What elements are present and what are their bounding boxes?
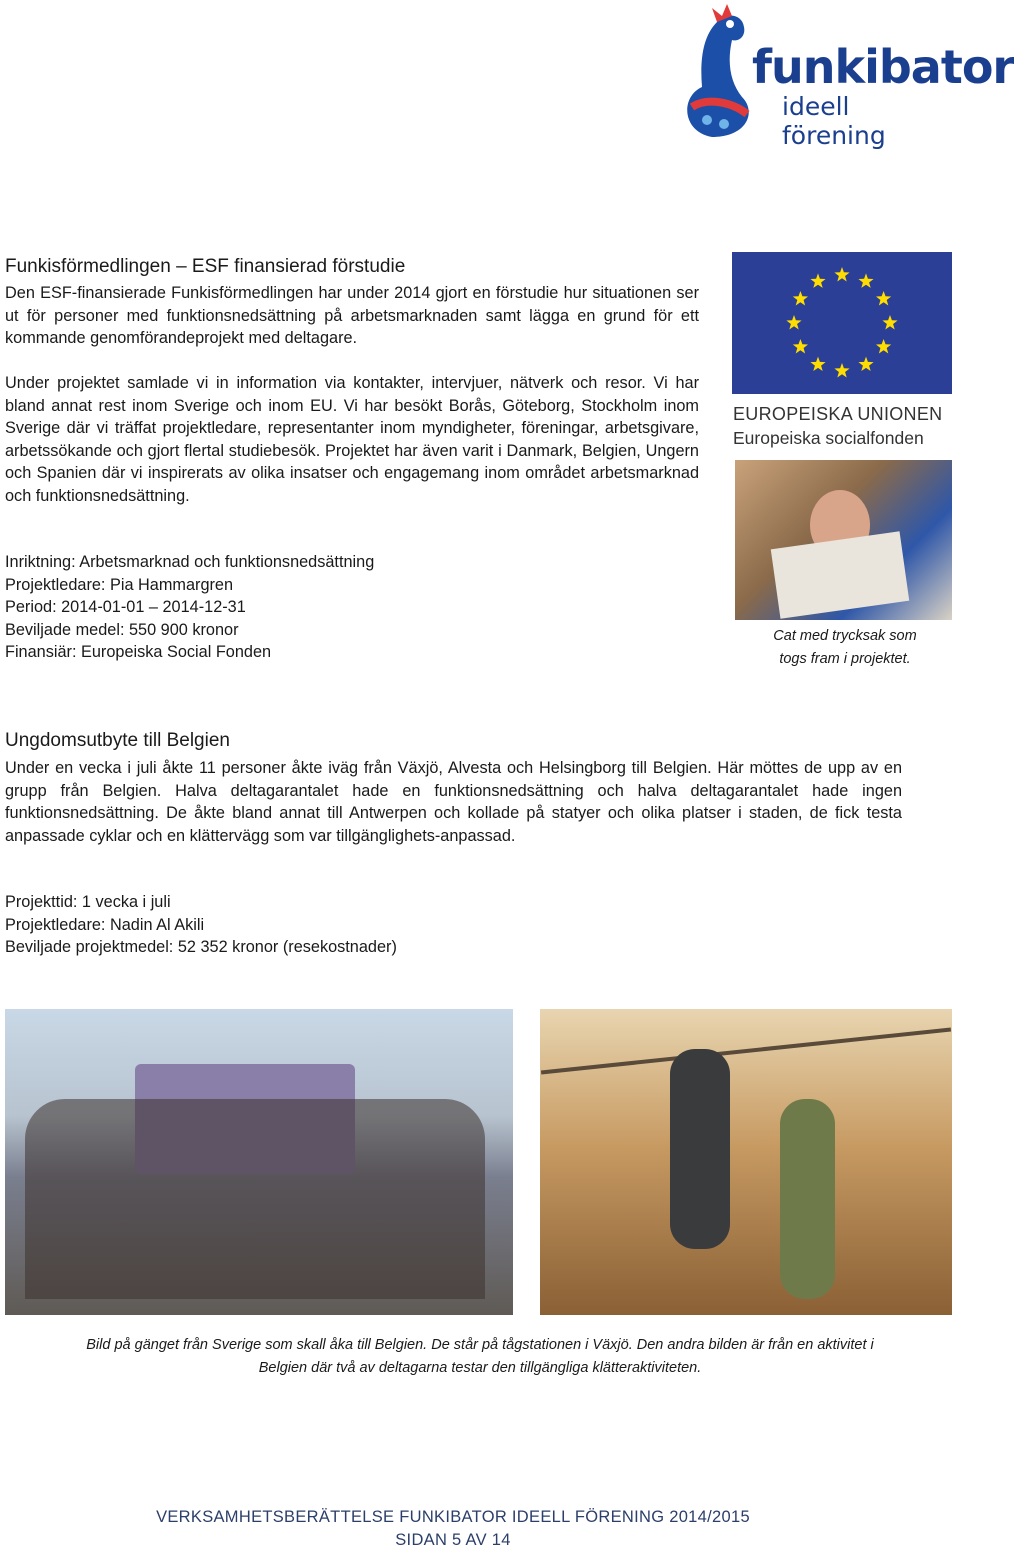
eu-star-icon — [876, 291, 891, 306]
fact-period: Period: 2014-01-01 – 2014-12-31 — [5, 598, 246, 616]
eu-stars-icon — [732, 252, 952, 394]
project-facts-list — [5, 551, 374, 664]
eu-star-icon — [834, 267, 849, 282]
section-heading-funkisformedlingen: Funkisförmedlingen – ESF finansierad förstudie — [5, 256, 406, 277]
fact-finansiar: Finansiär: Europeiska Social Fonden — [5, 643, 272, 661]
logo-subtitle: ideell förening — [782, 92, 886, 150]
footer-title: VERKSAMHETSBERÄTTELSE FUNKIBATOR IDEELL FÖRENING 2014/2015 — [156, 1508, 750, 1526]
caption-cat-photo — [745, 625, 945, 670]
logo-wordmark: funkibator — [752, 40, 1014, 94]
eu-star-icon — [876, 339, 891, 354]
eu-star-icon — [810, 357, 825, 371]
eu-star-icon — [858, 273, 873, 288]
fact-projektledare-2: Projektledare: Nadin Al Akili — [5, 915, 205, 934]
eu-star-icon — [858, 357, 873, 371]
fact-projektledare: Projektledare: Pia Hammargren — [5, 575, 234, 594]
caption-cat-line1: Cat med trycksak som — [773, 628, 917, 644]
photo-group-train-station — [5, 1009, 513, 1315]
dragon-mascot-icon — [672, 2, 762, 142]
photo-climbing-rope — [541, 1027, 951, 1074]
caption-belgium-photos — [0, 1334, 960, 1379]
photo-magazines — [771, 531, 909, 618]
section-heading-ungdomsutbyte: Ungdomsutbyte till Belgien — [5, 730, 230, 751]
eu-flag — [732, 252, 952, 394]
fact-inriktning: Inriktning: Arbetsmarknad och funktionsnedsättning — [5, 553, 375, 571]
eu-star-icon — [786, 315, 801, 330]
fact-projektmedel: Beviljade projektmedel: 52 352 kronor (resekostnader) — [5, 938, 397, 956]
caption-cat-line2: togs fram i projektet. — [779, 650, 911, 667]
eu-union-label: EUROPEISKA UNIONEN — [733, 404, 943, 424]
fact-beviljade-medel: Beviljade medel: 550 900 kronor — [5, 620, 239, 639]
paragraph-travel: Under projektet samlade vi in information via kontakter, intervjuer, nätverk och resor. Vi har bland annat rest inom Sverige och inom EU. Vi har besökt Borås, Göteborg, Stockholm inom Sverige där vi träffat projektledare, representanter inom myndigheter, föreningar, arbetsgivare, arbetssökande och gjort flertal studiebesök. Projektet har även varit i Danmark, Belgien, Ungern och Spanien där vi inspirerats av olika insatser och engagemang inom området arbetsmarknad och funktionsnedsättning. — [5, 374, 699, 505]
eu-star-icon — [793, 291, 808, 306]
caption-belgium-line2: Belgien där två av deltagarna testar den tillgängliga klätteraktiviteten. — [258, 1359, 702, 1376]
paragraph-intro: Den ESF-finansierade Funkisförmedlingen har under 2014 gjort en förstudie hur situationen ser ut för personer med funktionsnedsättning på arbetsmarknaden samt lägga en grund för ett kommande genomförandeprojekt med deltagare. — [5, 284, 699, 347]
photo-climber-2 — [780, 1099, 835, 1299]
eu-star-icon — [882, 315, 897, 330]
eu-star-icon — [793, 339, 808, 354]
photo-cat-with-magazines — [735, 460, 952, 620]
exchange-facts-list — [5, 891, 397, 959]
footer-page-number: SIDAN 5 AV 14 — [395, 1531, 511, 1549]
photo-group-people — [25, 1099, 485, 1299]
funkibator-logo — [672, 2, 1014, 150]
caption-belgium-line1: Bild på gänget från Sverige som skall åka till Belgien. De står på tågstationen i Växjö. Den andra bilden är från en aktivitet i — [86, 1337, 874, 1353]
eu-socialfund-label: Europeiska socialfonden — [733, 428, 924, 448]
photo-climber-1 — [670, 1049, 730, 1249]
paragraph-ungdomsutbyte: Under en vecka i juli åkte 11 personer åkte iväg från Växjö, Alvesta och Helsingborg till Belgien. Här möttes de upp av en grupp från Belgien. Halva deltagarantalet hade en funktionsnedsättning och halva deltagarantalet hade ingen funktionsnedsättning. De åkte bland annat till Antwerpen och kollade på statyer och olika platser i staden, de fick testa anpassade cyklar och en klättervägg som var tillgänglighets-anpassad. — [5, 759, 902, 845]
fact-projekttid: Projekttid: 1 vecka i juli — [5, 893, 171, 911]
eu-star-icon — [810, 273, 825, 288]
photo-climbing-activity — [540, 1009, 952, 1315]
eu-star-icon — [834, 363, 849, 378]
